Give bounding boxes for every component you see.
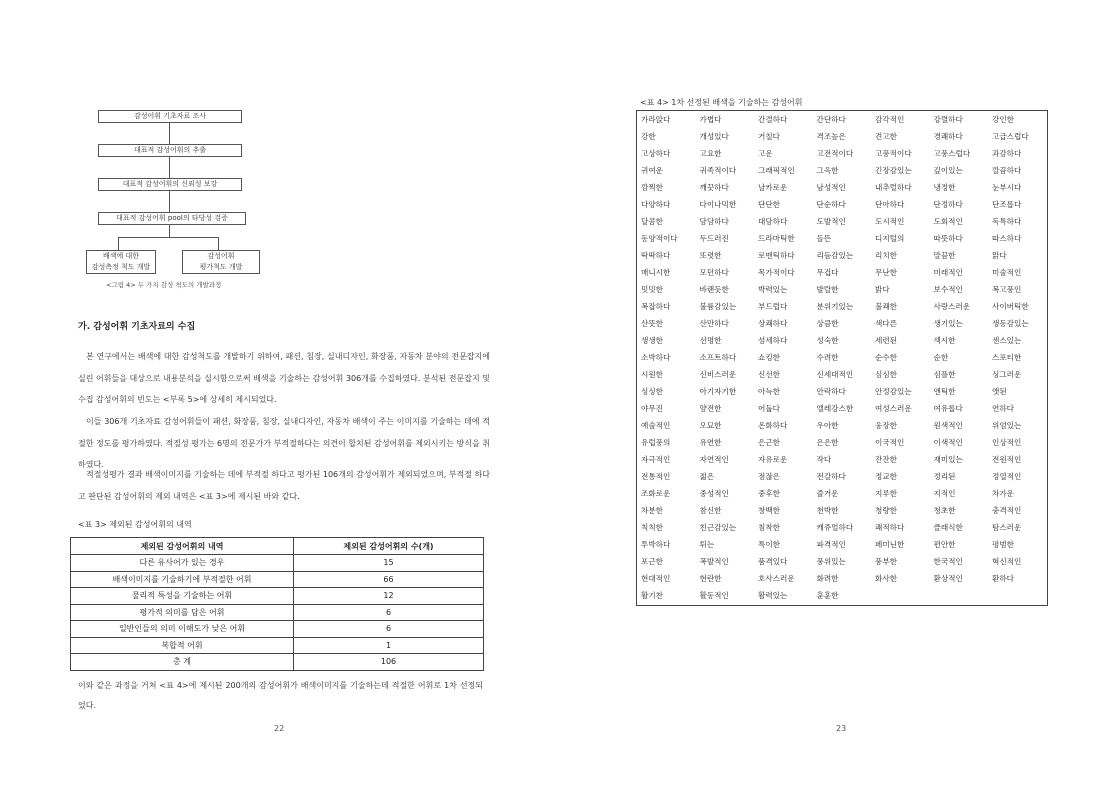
table-cell: 중성적인	[699, 489, 729, 498]
branch-right-line2: 평가척도 개발	[199, 263, 243, 271]
table-cell: 산뜻한	[641, 319, 664, 328]
table-cell: 불륨감있는	[699, 302, 737, 311]
table-cell: 사랑스러운	[933, 302, 971, 311]
table-row	[71, 588, 484, 605]
table-cell: 조화로운	[641, 489, 671, 498]
table-cell: 발랄한	[816, 285, 839, 294]
table-cell: 가볍다	[699, 115, 722, 124]
flowchart-step-2: 대표적 감성어휘의 추출	[98, 144, 242, 157]
table-cell: 단조롭다	[992, 200, 1022, 209]
table-cell: 섹시한	[933, 336, 956, 345]
table-cell: 독특하다	[992, 217, 1022, 226]
table-cell: 따스하다	[992, 234, 1022, 243]
table-cell: 정교한	[875, 472, 898, 481]
table-row	[637, 400, 1047, 417]
table-cell: 강한	[641, 132, 656, 141]
table-cell: 캐쥬얼하다	[816, 523, 854, 532]
table4	[636, 110, 1048, 606]
table-cell: 견고한	[875, 132, 898, 141]
table-cell: 소박하다	[641, 353, 671, 362]
table-cell: 다양하다	[641, 200, 671, 209]
table-cell: 내추럴하다	[875, 183, 912, 192]
table-cell: 은은한	[816, 438, 839, 447]
table-cell: 단순하다	[816, 200, 846, 209]
table-cell: 생동감있는	[992, 319, 1029, 328]
table-cell: 소프트하다	[699, 353, 737, 362]
table4-caption: <표 4> 1차 선정된 배색을 기술하는 감성어휘	[640, 98, 803, 107]
table-cell: 작다	[816, 455, 832, 464]
table-cell: 격조높은	[816, 132, 846, 141]
table-row	[637, 213, 1047, 230]
table-cell: 성숙한	[816, 336, 839, 345]
table-cell: 여성스러운	[875, 404, 912, 413]
table-row	[637, 196, 1047, 213]
table-cell: 안락하다	[816, 387, 846, 396]
table-cell: 지루한	[875, 489, 898, 498]
table-cell: 은근한	[758, 438, 781, 447]
table-cell: 가라앉다	[641, 115, 671, 124]
table-cell: 투박하다	[641, 540, 671, 549]
table-cell: 복잡하다	[641, 302, 671, 311]
table-cell: 긴장감있는	[875, 166, 912, 175]
table-cell: 모던하다	[699, 268, 729, 277]
table-cell: 고전적이다	[816, 149, 854, 158]
table-cell: 남성적인	[816, 183, 846, 192]
table-cell: 따뜻하다	[933, 234, 963, 243]
table-cell: 12	[294, 588, 484, 605]
table-cell: 다이나믹한	[699, 200, 737, 209]
table-cell: 중후한	[758, 489, 781, 498]
table-cell: 단아하다	[875, 200, 905, 209]
table-cell: 품격있다	[758, 557, 788, 566]
table-row	[637, 162, 1047, 179]
table-cell: 박력있는	[758, 285, 788, 294]
table-row	[71, 621, 484, 638]
table-row	[637, 587, 1047, 604]
table3-caption: <표 3> 제외된 감성어휘의 내역	[78, 520, 192, 529]
table-cell: 개성있다	[699, 132, 729, 141]
table-cell: 이국적인	[875, 438, 905, 447]
table-cell: 앤틱한	[933, 387, 956, 396]
table-row	[71, 654, 484, 671]
table-row	[637, 366, 1047, 383]
table-cell: 깊이있는	[933, 166, 963, 175]
table-row	[71, 555, 484, 572]
table-cell: 엘레강스한	[816, 404, 854, 413]
table-cell: 사이버틱한	[992, 302, 1029, 311]
table-cell: 여유롭다	[933, 404, 963, 413]
table-cell: 과감하다	[992, 149, 1022, 158]
table-cell: 들뜬	[816, 234, 832, 243]
table-cell: 아늑한	[758, 387, 781, 396]
table-cell: 총 계	[71, 654, 294, 671]
table-cell: 리듬감있는	[816, 251, 854, 260]
table-cell: 튀는	[699, 540, 715, 549]
table-row	[637, 298, 1047, 315]
table-cell: 혁신적인	[992, 557, 1022, 566]
table-cell: 6	[294, 604, 484, 621]
flowchart-branch-line	[118, 237, 218, 238]
paragraph-3: 적절성평가 결과 배색이미지를 기술하는 데에 부적절 하다고 평가된 106개의 감성어휘가 제외되었으며, 부적절 하다고 판단된 감성어휘의 제외 내역은 <표 3>에 제시된 바와 같다.	[78, 470, 490, 501]
table-cell: 청초한	[933, 506, 956, 515]
table-cell: 깔끔하다	[992, 166, 1022, 175]
table-cell: 복합적 어휘	[71, 637, 294, 654]
table-cell: 센스있는	[992, 336, 1022, 345]
table-cell: 환상적인	[933, 574, 963, 583]
table-cell: 수려한	[816, 353, 839, 362]
table-cell: 맑다	[992, 251, 1007, 260]
table-cell: 연하다	[992, 404, 1015, 413]
table-row	[71, 637, 484, 654]
table-cell: 고요한	[699, 149, 722, 158]
table-row	[637, 315, 1047, 332]
flowchart-step-3: 대표적 감성어휘의 신뢰성 보강	[98, 178, 242, 191]
table-cell: 현대적인	[641, 574, 671, 583]
table-cell: 평범한	[992, 540, 1015, 549]
table-cell: 페미닌한	[875, 540, 905, 549]
table-cell: 충격적인	[992, 506, 1022, 515]
table-cell: 안정감있는	[875, 387, 912, 396]
table-cell: 냉정한	[933, 183, 956, 192]
table-cell: 정열적인	[992, 472, 1022, 481]
table-cell: 복고풍인	[992, 285, 1022, 294]
flowchart-step-4: 대표적 감성어휘 pool의 타당성 검증	[98, 212, 246, 225]
table-cell: 신선한	[758, 370, 781, 379]
table-cell: 로맨틱하다	[758, 251, 795, 260]
table-cell: 두드러진	[699, 234, 729, 243]
figure-caption: <그림 4> 두 가지 감성 척도의 개발과정	[106, 281, 222, 289]
table-row	[637, 349, 1047, 366]
table-cell: 웅장한	[875, 421, 898, 430]
table-cell: 강렬하다	[933, 115, 963, 124]
table-cell: 차가운	[992, 489, 1015, 498]
table-cell: 밝다	[875, 285, 890, 294]
table-cell: 무난한	[875, 268, 898, 277]
flowchart-connector	[169, 224, 170, 237]
table-cell	[988, 587, 1047, 604]
table-cell: 강인한	[992, 115, 1015, 124]
table-cell: 즐거운	[816, 489, 839, 498]
table-header: 제외된 감성어휘의 내역	[71, 538, 294, 555]
table-cell: 이색적인	[933, 438, 963, 447]
table-cell: 활동적인	[699, 591, 729, 600]
table-row	[637, 468, 1047, 485]
table-cell: 탐스러운	[992, 523, 1022, 532]
table-cell: 간단하다	[816, 115, 846, 124]
table-cell: 15	[294, 555, 484, 572]
table-cell: 특이한	[758, 540, 781, 549]
table-cell: 창백한	[758, 506, 781, 515]
table-cell: 환하다	[992, 574, 1015, 583]
paragraph-1: 본 연구에서는 배색에 대한 감성척도를 개발하기 위하여, 패션, 침장, 실내디자인, 화장품, 자동차 분야의 전문잡지에 실린 어휘들을 대상으로 내용분석을 실시함으로써 배색을 기술하는 감성어휘 306개를 수집하였다. 분석된 전문잡지 및 수집 감성어휘의 빈도는 <부록 5>에 상세히 제시되었다.	[78, 352, 490, 404]
table-cell: 위엄있는	[992, 421, 1022, 430]
table-cell: 6	[294, 621, 484, 638]
table-cell: 대담하다	[758, 217, 788, 226]
table-cell: 리치한	[875, 251, 898, 260]
table-cell: 클래식한	[933, 523, 963, 532]
table-cell: 잔잔한	[875, 455, 898, 464]
table-cell: 유연한	[699, 438, 722, 447]
table-cell: 호사스러운	[758, 574, 795, 583]
table-cell: 분위기있는	[816, 302, 854, 311]
table-row	[71, 604, 484, 621]
table-cell: 훈훈한	[816, 591, 839, 600]
table-cell: 유럽풍의	[641, 438, 671, 447]
table-row	[637, 519, 1047, 536]
table-cell: 정리된	[933, 472, 956, 481]
table-cell: 순수한	[875, 353, 898, 362]
table-row	[637, 230, 1047, 247]
table-row	[637, 417, 1047, 434]
table-cell: 색다른	[875, 319, 898, 328]
table-cell: 원색적인	[933, 421, 963, 430]
table-row	[637, 536, 1047, 553]
table-cell: 우아한	[816, 421, 839, 430]
table-row	[637, 434, 1047, 451]
table-cell: 드라마틱한	[758, 234, 795, 243]
table-cell: 부드럽다	[758, 302, 788, 311]
table-cell: 경쾌하다	[933, 132, 963, 141]
table-cell: 풍부한	[875, 557, 898, 566]
table-cell: 거칠다	[758, 132, 781, 141]
table-cell: 깨끗하다	[699, 183, 729, 192]
table-cell: 다른 유사어가 있는 경우	[71, 555, 294, 572]
table-cell: 세련된	[875, 336, 898, 345]
table-cell: 지적인	[933, 489, 956, 498]
table-cell: 온화하다	[758, 421, 788, 430]
table-cell: 평가적 의미를 담은 어휘	[71, 604, 294, 621]
table-cell: 활기찬	[641, 591, 664, 600]
table-cell: 인상적인	[992, 438, 1022, 447]
table-cell: 신세대적인	[816, 370, 854, 379]
table-cell: 선명한	[699, 336, 722, 345]
table-cell: 물리적 특성을 기술하는 어휘	[71, 588, 294, 605]
table-row	[637, 383, 1047, 400]
table-cell: 신비스러운	[699, 370, 737, 379]
table-cell: 밋밋한	[641, 285, 664, 294]
table-cell: 한국적인	[933, 557, 963, 566]
table-cell: 참신한	[699, 506, 722, 515]
table-cell	[871, 587, 930, 604]
flowchart-connector	[118, 237, 119, 250]
table-cell: 그윽한	[816, 166, 839, 175]
table-cell: 섬세하다	[758, 336, 788, 345]
table-cell: 상큼한	[816, 319, 839, 328]
table-cell: 파격적인	[816, 540, 846, 549]
table-row	[637, 247, 1047, 264]
table-cell: 단정하다	[933, 200, 963, 209]
table-cell: 전갈하다	[816, 472, 846, 481]
table-cell: 전원적인	[992, 455, 1022, 464]
table-row	[637, 264, 1047, 281]
table-cell: 동양적이다	[641, 234, 678, 243]
table-cell: 단단한	[758, 200, 781, 209]
right-page	[558, 0, 1117, 792]
table-cell: 칙칙한	[641, 523, 664, 532]
table-cell: 점잖은	[758, 472, 781, 481]
flowchart-branch-right	[182, 250, 260, 274]
table-cell: 디지털의	[875, 234, 905, 243]
table-cell: 매니시한	[641, 268, 671, 277]
table-cell: 친근감있는	[699, 523, 737, 532]
flowchart-connector	[218, 237, 219, 250]
table-cell: 오묘한	[699, 421, 722, 430]
table-cell: 아기자기한	[699, 387, 737, 396]
table-cell: 감각적인	[875, 115, 905, 124]
table-header: 제외된 감성어휘의 수(개)	[294, 538, 484, 555]
table-cell: 폭발적인	[699, 557, 729, 566]
table-cell: 재미있는	[933, 455, 963, 464]
table-cell: 심플한	[933, 370, 956, 379]
table-cell: 1	[294, 637, 484, 654]
table-cell: 야무진	[641, 404, 664, 413]
table-row	[637, 332, 1047, 349]
table-row	[637, 553, 1047, 570]
paragraph-4: 이와 같은 과정을 거쳐 <표 4>에 제시된 200개의 감성어휘가 배색이미지를 기술하는데 적절한 어휘로 1차 선정되었다.	[78, 681, 483, 710]
table-cell: 자극적인	[641, 455, 671, 464]
flowchart-connector	[169, 190, 170, 212]
table-cell: 상쾌하다	[758, 319, 788, 328]
table-cell: 어둡다	[758, 404, 781, 413]
table-cell: 얌전한	[699, 404, 722, 413]
table-cell: 순한	[933, 353, 949, 362]
table-cell: 보수적인	[933, 285, 963, 294]
page-number: 23	[836, 724, 847, 733]
table-cell: 산만하다	[699, 319, 729, 328]
table-cell: 고급스럽다	[992, 132, 1029, 141]
branch-left-line2: 감성측정 척도 개발	[91, 263, 151, 271]
table-cell: 스포티한	[992, 353, 1022, 362]
table-cell: 목가적이다	[758, 268, 795, 277]
table-cell: 불쾌한	[875, 302, 898, 311]
table-cell: 고운	[758, 149, 773, 158]
table-cell: 편안한	[933, 540, 956, 549]
table-cell: 싱그러운	[992, 370, 1022, 379]
table3	[70, 537, 484, 671]
table-row	[71, 571, 484, 588]
table-cell: 도회적인	[933, 217, 963, 226]
table-cell: 바랜듯한	[699, 285, 729, 294]
table-cell: 현란한	[699, 574, 722, 583]
table-cell: 자유로운	[758, 455, 788, 464]
left-page	[0, 0, 558, 792]
table-cell: 달콤한	[641, 217, 664, 226]
table-header-row	[71, 538, 484, 555]
flowchart-step-1: 감성어휘 기초자료 조사	[98, 110, 242, 123]
table-cell: 젊은	[699, 472, 715, 481]
table-row	[637, 281, 1047, 298]
table-row	[637, 485, 1047, 502]
page-number: 22	[274, 724, 285, 733]
table-row	[637, 179, 1047, 196]
table-cell: 귀여운	[641, 166, 664, 175]
table-cell: 말끔한	[933, 251, 956, 260]
table-cell: 차분한	[641, 506, 664, 515]
table-cell: 포근한	[641, 557, 664, 566]
table-cell: 눈부시다	[992, 183, 1022, 192]
table-row	[637, 502, 1047, 519]
table-cell: 천박한	[816, 506, 839, 515]
table-cell: 싱싱한	[641, 387, 664, 396]
flowchart-connector	[169, 122, 170, 144]
table-cell: 도시적인	[875, 217, 905, 226]
paragraph-2: 이들 306개 기초자료 감성어휘들이 패션, 화장품, 침장, 실내디자인, 자동차 배색이 주는 이미지를 기술하는 데에 적절한 정도를 평가하였다. 적절성 평가는 6명의 전문가가 부적절하다는 의견이 합치된 감성어휘를 제외시키는 방식을 취하였다.	[78, 417, 490, 469]
table-cell: 고풍적이다	[875, 149, 912, 158]
table-cell: 고풍스럽다	[933, 149, 971, 158]
table-cell: 배색이미지를 기술하기에 부적절한 어휘	[71, 571, 294, 588]
table-cell: 고상하다	[641, 149, 671, 158]
table-cell: 생생한	[641, 336, 664, 345]
table-cell: 미래적인	[933, 268, 963, 277]
table-cell: 깜찍한	[641, 183, 664, 192]
table-cell: 예술적인	[641, 421, 671, 430]
table-cell: 미술적인	[992, 268, 1022, 277]
table-cell: 활력있는	[758, 591, 788, 600]
table-cell: 무겁다	[816, 268, 839, 277]
table-cell: 전통적인	[641, 472, 671, 481]
table-cell: 일반인들의 의미 이해도가 낮은 어휘	[71, 621, 294, 638]
table-cell: 66	[294, 571, 484, 588]
table-cell: 앳된	[992, 387, 1007, 396]
table-row	[637, 111, 1047, 128]
table-cell: 침착한	[758, 523, 781, 532]
flowchart-branch-left	[86, 250, 156, 274]
table-cell: 심심한	[875, 370, 898, 379]
table-row	[637, 570, 1047, 587]
table-cell: 청량한	[875, 506, 898, 515]
table-cell: 간결하다	[758, 115, 788, 124]
branch-right-line1: 감성어휘	[207, 252, 235, 260]
flowchart-connector	[169, 156, 170, 178]
table-cell: 화사한	[875, 574, 898, 583]
table-cell: 생기있는	[933, 319, 963, 328]
table-cell: 담담하다	[699, 217, 729, 226]
table-cell: 날카로운	[758, 183, 788, 192]
table-cell: 풍위있는	[816, 557, 846, 566]
branch-left-line1: 배색에 대한	[102, 252, 140, 260]
table-cell: 시원한	[641, 370, 664, 379]
table-cell: 쇼킹한	[758, 353, 781, 362]
table-cell: 귀족적이다	[699, 166, 737, 175]
table-row	[637, 128, 1047, 145]
table-cell: 쾌적하다	[875, 523, 905, 532]
flowchart	[70, 108, 300, 298]
table-cell: 자연적인	[699, 455, 729, 464]
table-cell: 딱딱하다	[641, 251, 671, 260]
table-row	[637, 451, 1047, 468]
table-cell: 또렷한	[699, 251, 722, 260]
section-title: 가. 감성어휘 기초자료의 수집	[78, 322, 196, 332]
table-cell: 화려한	[816, 574, 839, 583]
table-cell: 그래픽적인	[758, 166, 795, 175]
table-cell: 도발적인	[816, 217, 846, 226]
table-cell: 106	[294, 654, 484, 671]
table-row	[637, 145, 1047, 162]
table-cell	[930, 587, 989, 604]
